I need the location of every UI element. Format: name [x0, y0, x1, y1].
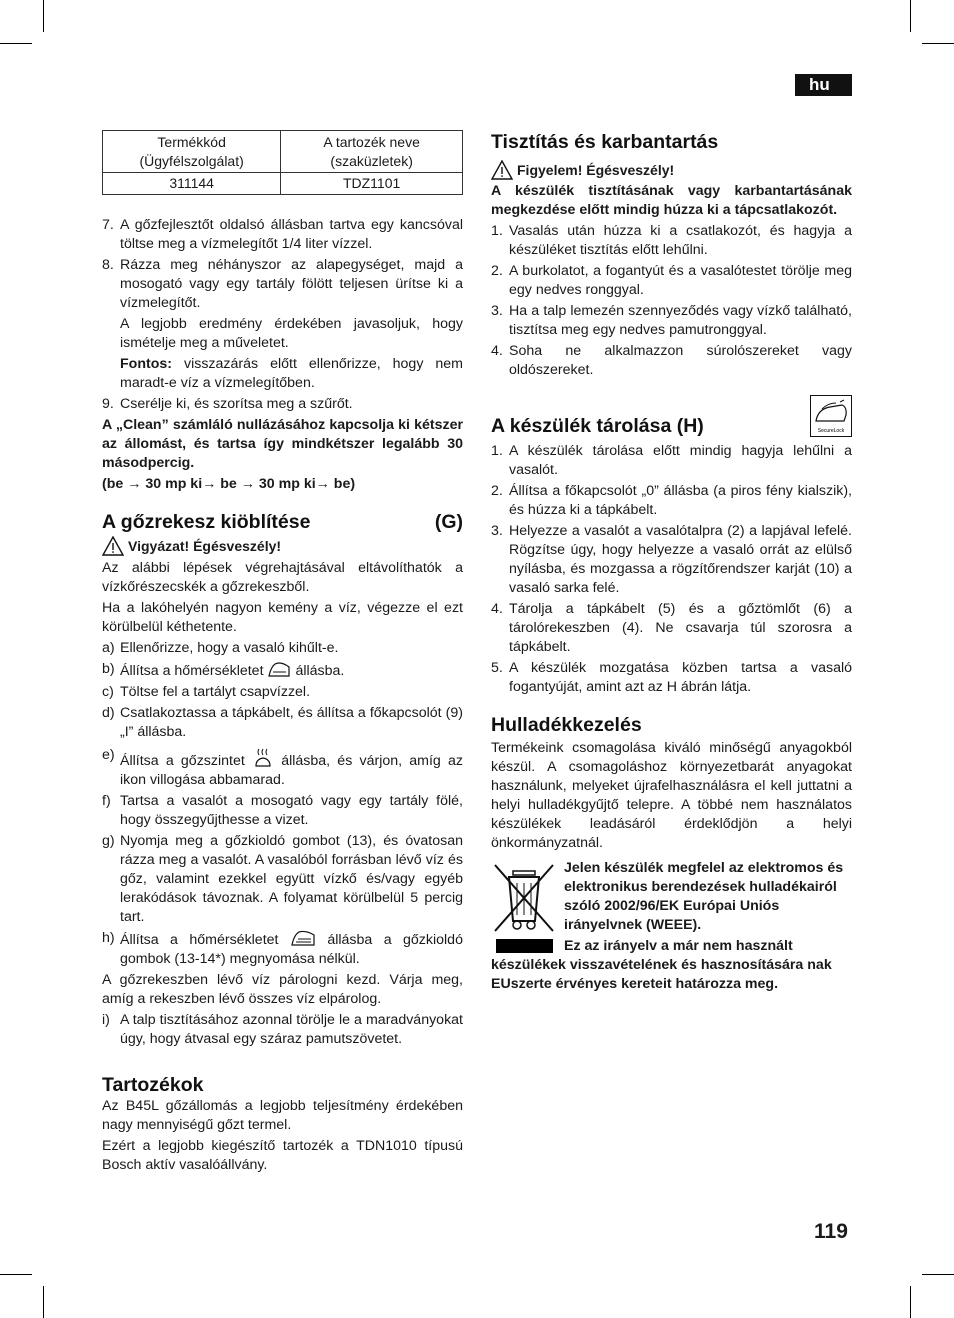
list-item: 1. Vasalás után húzza ki a csatlakozót, és hagyja a készüléket tisztítás előtt lehűlni. — [491, 223, 852, 258]
paragraph: Ezért a legjobb kiegészítő tartozék a TDN1010 típusú Bosch aktív vasalóállvány. — [102, 1138, 463, 1173]
list-item: f) Tartsa a vasalót a mosogató vagy egy tartály fölé, hogy összegyűjthesse a vizet. — [102, 793, 463, 828]
warning-icon — [491, 160, 513, 180]
list-item: 7. A gőzfejlesztőt oldalsó állásban tartva egy kancsóval töltse meg a vízmelegítőt 1/4 liter vízzel. — [102, 217, 463, 252]
warning-line: Vigyázat! Égésveszély! — [102, 536, 463, 556]
paragraph: Ha a lakóhelyén nagyon kemény a víz, végezze el ezt körülbelül kéthetente. — [102, 600, 463, 635]
storage-heading-row — [491, 402, 852, 438]
svg-text:SecureLock: SecureLock — [817, 428, 845, 434]
list-item: 2. A burkolatot, a fogantyút és a vasalótestet törölje meg egy nedves ronggyal. — [491, 263, 852, 298]
list-item: b) Állítsa a hőmérsékletet állásba. — [102, 661, 345, 679]
crop-mark — [43, 0, 44, 32]
rinse-prep-list-2 — [102, 395, 463, 414]
table-header-cell: A tartozék neve (szaküzletek) — [281, 131, 463, 173]
paragraph: Termékeink csomagolása kiváló minőségű anyagokból készül. A csomagoláshoz környezetbarát anyagokat használunk, melyeket újrafelhasználásra el kell juttatni a helyi hulladékgyűjtő telepre. A többé nem használatos készülékek leadásáról érdeklődjön a helyi önkormányzatnál. — [491, 740, 852, 851]
list-item: a) Ellenőrizze, hogy a vasaló kihűlt-e. — [102, 640, 339, 656]
language-tab: hu — [795, 74, 852, 96]
paragraph: A gőzrekeszben lévő víz párologni kezd. Várja meg, amíg a rekeszben lévő összes víz elpárolog. — [102, 972, 463, 1007]
weee-text: Ez az irányelv a már nem használt készülékek visszavételének és hasznosítására nak EUszerte érvényes kereteit határozza meg. — [491, 938, 832, 992]
clean-reset-note: A „Clean” számláló nullázásához kapcsolja ki kétszer az állomást, és tartsa így mindkétszer legalább 30 másodpercig. — [102, 417, 463, 471]
weee-text: Jelen készülék megfelel az elektromos és elektronikus berendezések hulladékairól szóló 2002/96/EK Európai Uniós irányelvnek (WEEE). — [564, 860, 844, 933]
warning-line: Figyelem! Égésveszély! — [491, 160, 852, 180]
storage-steps — [491, 442, 852, 697]
list-item: i) A talp tisztításához azonnal törölje le a maradványokat úgy, hogy átvasal egy száraz pamutszövetet. — [102, 1012, 463, 1047]
crop-mark — [910, 1286, 911, 1318]
rinse-steps — [102, 639, 463, 969]
crop-mark — [0, 1274, 32, 1275]
section-heading-cleaning: Tisztítás és karbantartás — [491, 131, 719, 153]
list-item: c) Töltse fel a tartályt csapvízzel. — [102, 684, 311, 700]
section-heading-storage: A készülék tárolása (H) — [491, 415, 704, 437]
crop-mark — [0, 43, 32, 44]
section-heading-rinse: A gőzrekesz kiöblítése (G) — [102, 511, 463, 533]
weee-bar — [496, 939, 553, 953]
page-number: 119 — [814, 1220, 848, 1243]
weee-block — [491, 859, 852, 994]
crossed-bin-icon — [491, 859, 557, 935]
right-column — [491, 130, 852, 996]
table-header-cell: Termékkód (Ügyfélszolgálat) — [103, 131, 281, 173]
section-heading-accessories: Tartozékok — [102, 1074, 204, 1096]
weee-symbol — [491, 859, 557, 955]
crop-mark — [922, 1274, 954, 1275]
note-text: A legjobb eredmény érdekében javasoljuk, hogy ismételje meg a műveletet. — [120, 316, 463, 351]
rinse-prep-list — [102, 216, 463, 313]
list-item: 3. Ha a talp lemezén szennyeződés vagy vízkő található, tisztítsa meg egy nedves pamutronggyal. — [491, 303, 852, 338]
crop-mark — [910, 0, 911, 32]
securelock-icon — [810, 395, 852, 437]
list-item: 9. Cserélje ki, és szorítsa meg a szűrőt. — [102, 396, 353, 412]
left-column — [102, 130, 463, 1177]
list-item: g) Nyomja meg a gőzkioldó gombot (13), és óvatosan rázza meg a vasalót. A vasalóból forrásban lévő víz és gőz, valamint ezekkel együtt vízkő és/vagy egyéb lerakódások távoznak. A folyamat körülbelül 5 percig tart. — [102, 833, 463, 925]
note-important: Fontos: visszazárás előtt ellenőrizze, hogy nem maradt-e víz a vízmelegítőben. — [120, 356, 463, 391]
section-heading-disposal: Hulladékkezelés — [491, 714, 642, 736]
list-item: 4. Soha ne alkalmazzon súrolószereket vagy oldószereket. — [491, 343, 852, 378]
crop-mark — [922, 43, 954, 44]
paragraph: Az B45L gőzállomás a legjobb teljesítmény érdekében nagy mennyiségű gőzt termel. — [102, 1098, 463, 1133]
list-item: 1. A készülék tárolása előtt mindig hagyja lehűlni a vasalót. — [491, 443, 852, 478]
crop-mark — [43, 1286, 44, 1318]
paragraph: Az alábbi lépések végrehajtásával eltávolíthatók a vízkőrészecskék a gőzrekeszből. — [102, 560, 463, 595]
warning-icon — [102, 536, 124, 556]
list-item: 5. A készülék mozgatása közben tartsa a vasaló fogantyúját, amint azt az H ábrán látja. — [491, 660, 852, 695]
temperature-max-icon — [290, 929, 316, 947]
temperature-setting-icon — [267, 660, 291, 678]
table-cell: 311144 — [103, 173, 281, 195]
clean-reset-sequence: (be → 30 mp ki→ be → 30 mp ki→ be) — [102, 476, 356, 492]
list-item: 2. Állítsa a főkapcsolót „0” állásba (a piros fény kialszik), és húzza ki a tápkábelt. — [491, 483, 852, 518]
list-item: d) Csatlakoztassa a tápkábelt, és állítsa a főkapcsolót (9) „I” állásba. — [102, 705, 463, 740]
rinse-steps-2 — [102, 1011, 463, 1049]
cleaning-warning-text: A készülék tisztításának vagy karbantartásának megkezdése előtt mindig húzza ki a tápcsatlakozót. — [491, 183, 852, 218]
list-item: h) Állítsa a hőmérsékletet állásba a gőzkioldó gombok (13-14*) megnyomása nélkül. — [102, 930, 463, 967]
list-item: 4. Tárolja a tápkábelt (5) és a gőztömlőt (6) a tárolórekeszben (4). Ne csavarja túl szorosra a tápkábelt. — [491, 601, 852, 655]
accessory-table — [102, 130, 463, 195]
list-item: e) Állítsa a gőzszintet állásba, és várjon, amíg az ikon villogása abbamarad. — [102, 747, 463, 788]
cleaning-steps — [491, 222, 852, 380]
table-cell: TDZ1101 — [281, 173, 463, 195]
list-item: 8. Rázza meg néhányszor az alapegységet, majd a mosogató vagy egy tartály fölött teljesen ürítse ki a vízmelegítőt. — [102, 257, 463, 311]
steam-level-icon — [252, 746, 274, 768]
list-item: 3. Helyezze a vasalót a vasalótalpra (2) a lapjával lefelé. Rögzítse úgy, hogy helyezze a vasaló orrát az elülső nyílásba, és mozgassa a rögzítőrendszer karját (10) a vasaló sarka felé. — [491, 523, 852, 596]
